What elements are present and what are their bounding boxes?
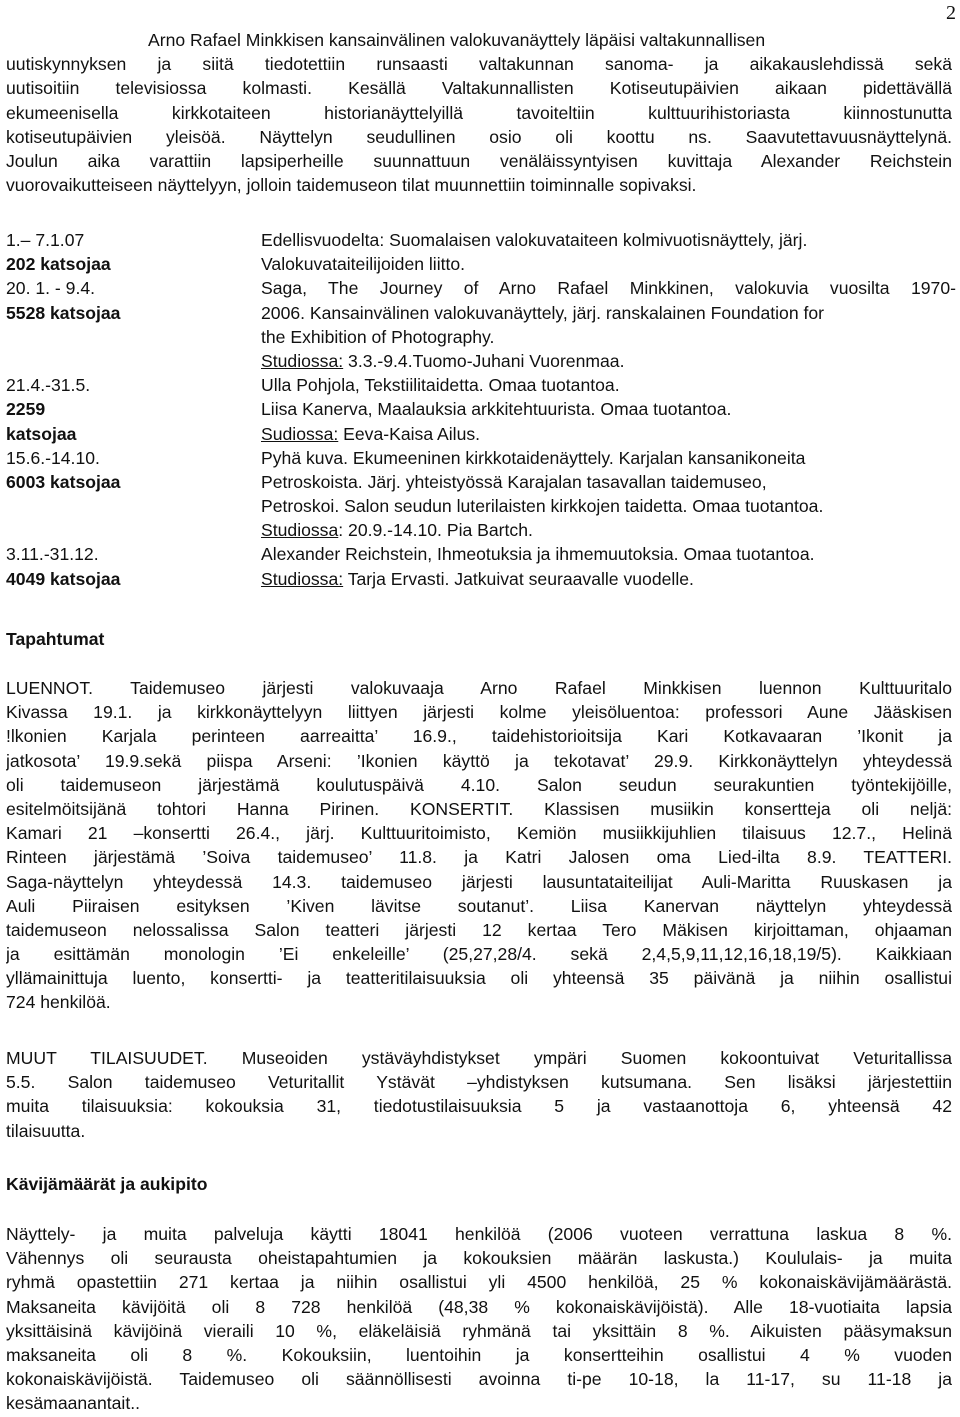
text-line: Vähennys oli seurausta oheistapahtumien ja kokouksien määrän laskusta.) Koululais- ja muita — [6, 1248, 952, 1269]
exhibition-row — [6, 542, 956, 566]
exhibition-row — [6, 252, 956, 276]
studio-label: Studiossa — [261, 520, 339, 541]
exhibition-text: Pyhä kuva. Ekumeeninen kirkkotaidenäyttely. Karjalan kansanikoneita — [261, 447, 806, 468]
exhibition-row — [6, 228, 956, 252]
studio-text: : 20.9.-14.10. Pia Bartch. — [338, 520, 533, 541]
exhibitions-list — [6, 228, 956, 591]
text-line: ekumeenisella kirkkotaiteen historianäyttelyillä tavoiteltiin kulttuurihistoriasta kiinnostunutta — [6, 102, 952, 123]
section-heading-kavijamaarat: Kävijämäärät ja aukipito — [6, 1174, 208, 1194]
text-line: !lkonien Karjala perinteen aarreaitta’ 16.9., taidehistorioitsija Kari Kotkavaaran ’Ikonit ja — [6, 726, 952, 747]
text-line: tilaisuutta. — [6, 1120, 86, 1141]
text-line: uutisoitiin televisiossa kolmasti. Kesällä Valtakunnallisten Kotiseutupäivien aikaan pidettävällä — [6, 78, 952, 99]
exhibition-studio-line — [261, 349, 956, 373]
exhibition-row — [6, 567, 956, 591]
exhibition-visitors: 4049 katsojaa — [6, 568, 121, 589]
text-line: Rinteen järjestämä ’Soiva taidemuseo’ 11.8. ja Katri Jalosen oma Lied-ilta 8.9. TEATTERI. — [6, 847, 952, 868]
text-line: kokonaiskävijöistä. Taidemuseo oli säännöllisesti avoinna ti-pe 10-18, la 11-17, su 11-18 ja — [6, 1369, 952, 1390]
studio-text: 3.3.-9.4.Tuomo-Juhani Vuorenmaa. — [343, 350, 625, 371]
text-line: Saga-näyttelyn yhteydessä 14.3. taidemuseo järjesti lausuntataiteilijat Auli-Maritta Ruuskasen ja — [6, 871, 952, 892]
text-line: LUENNOT. Taidemuseo järjesti valokuvaaja Arno Rafael Minkkisen luennon Kulttuuritalo — [6, 678, 952, 698]
exhibition-studio-line — [261, 422, 956, 446]
exhibition-date: 1.– 7.1.07 — [6, 230, 85, 250]
text-line: Maksaneita kävijöitä oli 8 728 henkilöä (48,38 % kokonaiskävijöistä). Alle 18-vuotiaita lapsia — [6, 1296, 952, 1317]
exhibition-visitors: 6003 katsojaa — [6, 471, 121, 492]
exhibition-studio-line — [261, 518, 956, 542]
text-line: kesämaanantait.. — [6, 1393, 140, 1414]
text-line: yllämainittuja luento, konsertti- ja teatteritilaisuuksia oli yhteensä 35 päivänä ja niihin osallistui — [6, 968, 952, 989]
exhibition-row — [6, 349, 956, 373]
exhibition-row — [6, 325, 956, 349]
studio-label: Studiossa: — [261, 568, 344, 589]
text-line: 5.5. Salon taidemuseo Veturitallit Ystävät –yhdistyksen kutsumana. Sen lisäksi järjestettiin — [6, 1072, 952, 1093]
studio-label: Studiossa: — [261, 350, 344, 371]
text-line: jatkosota’ 19.9.sekä piispa Arseni: ’Ikonien käyttö ja tekotavat’ 29.9. Kirkkonäyttelyn yhteydessä — [6, 750, 952, 771]
exhibition-text: Liisa Kanerva, Maalauksia arkkitehtuurista. Omaa tuotantoa. — [261, 399, 732, 420]
exhibition-row — [6, 494, 956, 518]
exhibition-row — [6, 373, 956, 397]
exhibition-text: Alexander Reichstein, Ihmeotuksia ja ihmemuutoksia. Omaa tuotantoa. — [261, 544, 815, 565]
exhibition-visitors: 202 katsojaa — [6, 254, 111, 275]
text-line: MUUT TILAISUUDET. Museoiden ystäväyhdistykset ympäri Suomen kokoontuivat Veturitallissa — [6, 1048, 952, 1068]
text-line: ja esittämän monologin ’Ei enkeleille’ (25,27,28/4. sekä 2,4,5,9,11,12,16,18,19/5). Kaikkiaan — [6, 944, 952, 965]
exhibition-studio-line — [261, 567, 956, 591]
muut-paragraph — [6, 1046, 952, 1143]
text-line: yksittäisinä kävijöinä vieraili 10 %, eläkeläisiä ryhmänä tai yksittäin 8 %. Aikuisten pääsymaksun — [6, 1320, 952, 1341]
exhibition-text: Edellisvuodelta: Suomalaisen valokuvataiteen kolmivuotisnäyttely, järj. — [261, 230, 808, 250]
exhibition-text: Ulla Pohjola, Tekstiilitaidetta. Omaa tuotantoa. — [261, 375, 620, 396]
page-number: 2 — [946, 2, 956, 24]
exhibition-visitors: 2259 — [6, 399, 46, 420]
kavijamaarat-paragraph — [6, 1222, 952, 1416]
text-line: Auli Piiraisen esityksen ’Kiven lävitse soutanut’. Liisa Kanervan näyttelyn yhteydessä — [6, 895, 952, 916]
exhibition-row — [6, 518, 956, 542]
studio-text: Tarja Ervasti. Jatkuivat seuraavalle vuodelle. — [343, 568, 694, 589]
text-line: vuorovaikutteiseen näyttelyyn, jolloin taidemuseon tilat muunnettiin toiminnalle sopivaksi. — [6, 175, 697, 196]
text-line: Joulun aika varattiin lapsiperheille suunnattuun venäläissyntyisen kuvittaja Alexander Reichstein — [6, 150, 952, 171]
intro-paragraph — [6, 28, 952, 197]
exhibition-row — [6, 301, 956, 325]
text-line: kotiseutupäivien yleisöä. Näyttelyn seudullinen osio oli koottu ns. Saavutettavuusnäyttelynä. — [6, 126, 952, 147]
exhibition-visitors: 5528 katsojaa — [6, 302, 121, 323]
exhibition-text: Petroskoista. Järj. yhteistyössä Karajalan tasavallan taidemuseo, — [261, 471, 767, 492]
text-line: Arno Rafael Minkkisen kansainvälinen valokuvanäyttely läpäisi valtakunnallisen — [148, 30, 766, 50]
exhibition-visitors: katsojaa — [6, 423, 77, 444]
exhibition-date: 20. 1. - 9.4. — [6, 278, 95, 299]
text-line: oli taidemuseon järjestämä koulutuspäivä 4.10. Salon seudun seurakuntien työntekijöille, — [6, 774, 952, 795]
text-line: esitelmöitsijänä tohtori Hanna Pirinen. KONSERTIT. Klassisen musiikin konsertteja oli neljä: — [6, 798, 952, 819]
studio-label: Sudiossa: — [261, 423, 339, 444]
exhibition-text: Valokuvataiteilijoiden liitto. — [261, 254, 466, 275]
tapahtumat-paragraph — [6, 676, 952, 1015]
exhibition-text: Saga, The Journey of Arno Rafael Minkkinen, valokuvia vuosilta 1970- — [261, 278, 956, 299]
exhibition-date: 21.4.-31.5. — [6, 375, 91, 396]
text-line: Näyttely- ja muita palveluja käytti 18041 henkilöä (2006 vuoteen verrattuna laskua 8 %. — [6, 1224, 952, 1244]
text-line: taidemuseon nelossalissa Salon teatteri järjesti 12 kertaa Tero Mäkisen kirjoittaman, ohjaaman — [6, 919, 952, 940]
exhibition-row — [6, 397, 956, 421]
exhibition-text: 2006. Kansainvälinen valokuvanäyttely, järj. ranskalainen Foundation for — [261, 302, 825, 323]
text-line: maksaneita oli 8 %. Kokouksiin, luentoihin ja konsertteihin osallistui 4 % vuoden — [6, 1344, 952, 1365]
text-line: Kamari 21 –konsertti 26.4., järj. Kulttuuritoimisto, Kemiön musiikkijuhlien tilaisuus 12.7., Helinä — [6, 823, 952, 844]
exhibition-date: 3.11.-31.12. — [6, 544, 99, 565]
exhibition-row — [6, 422, 956, 446]
text-line: Kivassa 19.1. ja kirkkonäyttelyyn liittyen järjesti kolme yleisöluentoa: professori Aune Jääskisen — [6, 702, 952, 723]
section-heading-tapahtumat: Tapahtumat — [6, 629, 105, 649]
text-line: ryhmä opastettiin 271 kertaa ja niihin osallistui yli 4500 henkilöä, 25 % kokonaiskävijämäärästä. — [6, 1272, 952, 1293]
text-line: 724 henkilöä. — [6, 992, 111, 1013]
exhibition-text: the Exhibition of Photography. — [261, 326, 495, 347]
exhibition-row — [6, 446, 956, 470]
text-line: muita tilaisuuksia: kokouksia 31, tiedotustilaisuuksia 5 ja vastaanottoja 6, yhteensä 42 — [6, 1096, 952, 1117]
exhibition-row — [6, 470, 956, 494]
studio-text: Eeva-Kaisa Ailus. — [338, 423, 481, 444]
exhibition-date: 15.6.-14.10. — [6, 447, 100, 468]
exhibition-row — [6, 276, 956, 300]
exhibition-text: Petroskoi. Salon seudun luterilaisten kirkkojen taidetta. Omaa tuotantoa. — [261, 496, 824, 517]
text-line: uutiskynnyksen ja siitä tiedotettiin runsaasti valtakunnan sanoma- ja aikakauslehdissä sekä — [6, 54, 952, 75]
